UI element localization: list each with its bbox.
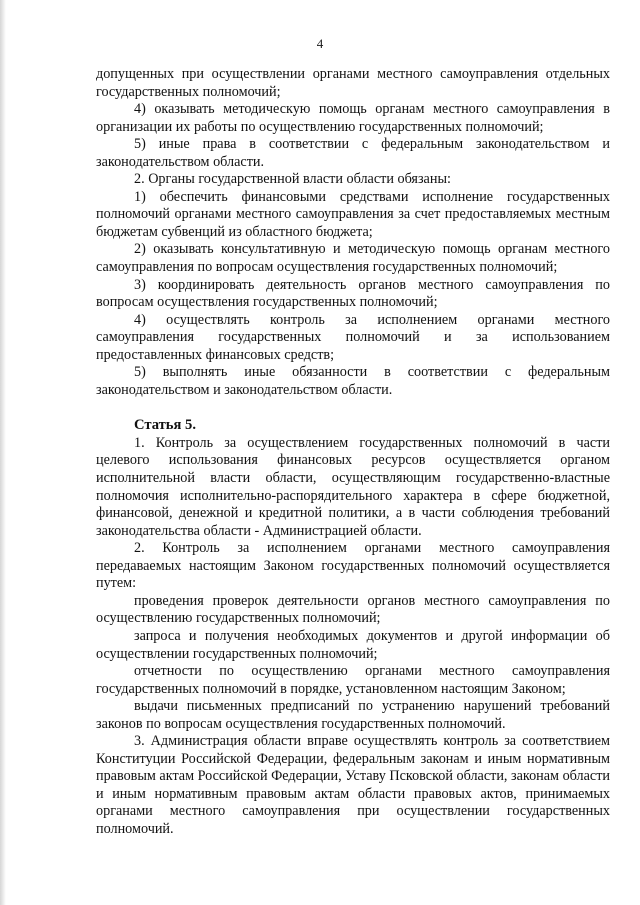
paragraph-control-2: 2. Контроль за исполнением органами местного самоуправления передаваемых настоящим Законом государственных полномочий осуществляется путем: bbox=[96, 540, 610, 592]
paragraph-control-method-4: выдачи письменных предписаний по устранению нарушений требований законов по вопросам осуществления государственных полномочий. bbox=[96, 698, 610, 732]
page-number: 4 bbox=[316, 36, 324, 51]
paragraph-control-method-3: отчетности по осуществлению органами местного самоуправления государственных полномочий в порядке, установленном настоящим Законом; bbox=[96, 663, 610, 697]
paragraph-control-method-1: проведения проверок деятельности органов местного самоуправления по осуществлению государственных полномочий; bbox=[96, 592, 610, 627]
paragraph-obligation-2: 2) оказывать консультативную и методическую помощь органам местного самоуправления по вопросам осуществления государственных полномочий; bbox=[96, 241, 610, 276]
paragraph-obligation-4: 4) осуществлять контроль за исполнением органами местного самоуправления государственных полномочий и за использованием предоставленных финансовых средств; bbox=[96, 311, 610, 363]
document-body bbox=[96, 66, 610, 839]
paragraph-right-5: 5) иные права в соответствии с федеральным законодательством и законодательством области. bbox=[96, 136, 610, 170]
paragraph-obligation-3: 3) координировать деятельность органов местного самоуправления по вопросам осуществления государственных полномочий; bbox=[96, 276, 610, 311]
paragraph-right-4: 4) оказывать методическую помощь органам местного самоуправления в организации их работы по осуществлению государственных полномочий; bbox=[96, 101, 610, 135]
paragraph-obligation-5: 5) выполнять иные обязанности в соответствии с федеральным законодательством и законодательством области. bbox=[96, 364, 610, 398]
paragraph-control-1: 1. Контроль за осуществлением государственных полномочий в части целевого использования финансовых ресурсов осуществляется органом исполнительной власти области, осуществляющим государственно-властные полномочия исполнительно-распорядительного характера в сфере бюджетной, финансовой, денежной и кредитной политики, а в части соблюдения требований законодательства области - Администрацией области. bbox=[96, 434, 610, 539]
paragraph-control-method-2: запроса и получения необходимых документов и другой информации об осуществлении государственных полномочий; bbox=[96, 627, 610, 662]
paragraph-obligations-intro: 2. Органы государственной власти области обязаны: bbox=[134, 171, 451, 188]
paragraph-continuation: допущенных при осуществлении органами местного самоуправления отдельных государственных полномочий; bbox=[96, 66, 610, 100]
scan-edge-shadow bbox=[0, 0, 6, 905]
article-heading: Статья 5. bbox=[134, 417, 196, 434]
paragraph-obligation-1: 1) обеспечить финансовыми средствами исполнение государственных полномочий органами местного самоуправления за счет предоставляемых местным бюджетам субвенций из областного бюджета; bbox=[96, 188, 610, 240]
paragraph-control-3: 3. Администрация области вправе осуществлять контроль за соответствием Конституции Российской Федерации, федеральным законам и иным нормативным правовым актам Российской Федерации, Уставу Псковской области, законам области и иным нормативным правовым актам области правовых актов, принимаемых органами местного самоуправления при осуществлении государственных полномочий. bbox=[96, 733, 611, 837]
